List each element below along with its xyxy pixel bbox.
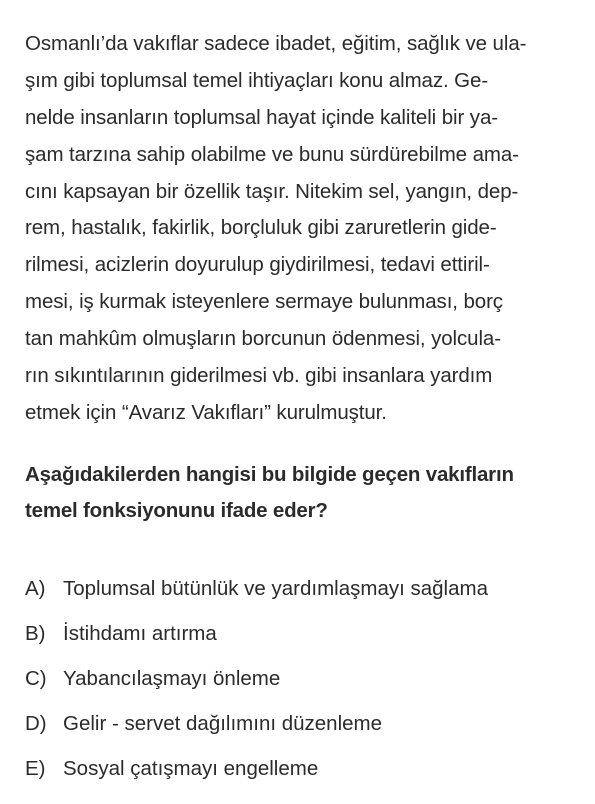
passage-line: mesi, iş kurmak isteyenlere sermaye bulunması, borç [25,290,503,314]
passage-line: Osmanlı’da vakıflar sadece ibadet, eğitim, sağlık ve ula- [25,32,527,55]
option-letter: C) [25,666,47,690]
passage-line: rilmesi, acizlerin doyurulup giydirilmesi, tedavi ettiril- [25,253,490,277]
option-letter: E) [25,757,46,781]
option-c[interactable] [25,656,580,701]
passage-text [25,26,580,432]
question-prompt [25,457,585,529]
question-line: Aşağıdakilerden hangisi bu bilgide geçen vakıfların [25,463,514,486]
passage-line: şam tarzına sahip olabilme ve bunu sürdürebilme ama- [25,142,519,166]
passage-line: cını kapsayan bir özellik taşır. Nitekim sel, yangın, dep- [25,179,519,203]
option-text: İstihdamı artırma [63,621,217,645]
passage-line: rem, hastalık, fakirlik, borçluluk gibi zaruretlerin gide- [25,216,497,240]
option-letter: D) [25,712,47,736]
option-b[interactable] [25,611,580,656]
passage-line: etmek için “Avarız Vakıfları” kurulmuştur. [25,400,387,424]
option-letter: B) [25,621,46,645]
passage-line: rın sıkıntılarının giderilmesi vb. gibi insanlara yardım [25,364,493,388]
answer-options [25,566,580,792]
option-d[interactable] [25,702,580,747]
question-line: temel fonksiyonunu ifade eder? [25,499,328,522]
passage-line: nelde insanların toplumsal hayat içinde kaliteli bir ya- [25,105,498,129]
option-text: Gelir - servet dağılımını düzenleme [63,712,383,736]
option-e[interactable] [25,747,580,792]
option-a[interactable] [25,566,580,611]
option-text: Sosyal çatışmayı engelleme [63,757,319,781]
passage-line: tan mahkûm olmuşların borcunun ödenmesi, yolcula- [25,327,501,351]
option-text: Yabancılaşmayı önleme [63,666,281,690]
option-letter: A) [25,576,46,600]
passage-line: şım gibi toplumsal temel ihtiyaçları konu almaz. Ge- [25,68,489,92]
option-text: Toplumsal bütünlük ve yardımlaşmayı sağlama [63,576,488,600]
